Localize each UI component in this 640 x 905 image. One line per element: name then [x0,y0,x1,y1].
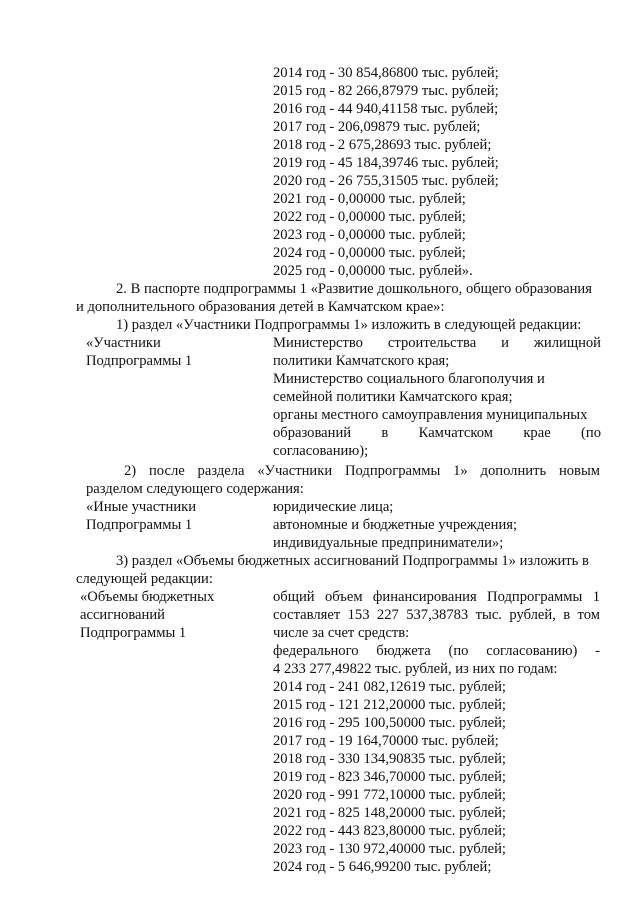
budget-year-line: 2018 год - 330 134,90835 тыс. рублей; [273,751,506,767]
budget-value-line: общий объем финансирования Подпрограммы 1 [273,589,600,605]
other-participants-value-line: юридические лица; [273,499,394,515]
other-participants-label-line2: Подпрограммы 1 [86,517,193,533]
budget-year-line: 2017 год - 19 164,70000 тыс. рублей; [273,733,499,749]
list-item: 2016 год - 44 940,41158 тыс. рублей; [273,101,499,117]
list-item: 2015 год - 82 266,87979 тыс. рублей; [273,83,499,99]
budget-year-line: 2023 год - 130 972,40000 тыс. рублей; [273,841,506,857]
list-item: 2017 год - 206,09879 тыс. рублей; [273,119,481,135]
budget-year-line: 2021 год - 825 148,20000 тыс. рублей; [273,805,506,821]
budget-value-line: федерального бюджета (по согласованию) - [273,643,600,659]
participants-value-line: политики Камчатского края; [273,353,450,369]
list-item: 2019 год - 45 184,39746 тыс. рублей; [273,155,499,171]
participants-label-line1: «Участники [86,335,161,351]
paragraph-item-2-3-line2: следующей редакции: [76,571,213,587]
paragraph-item-2-line1: 2. В паспорте подпрограммы 1 «Развитие дошкольного, общего образования [116,281,592,297]
budget-year-line: 2020 год - 991 772,10000 тыс. рублей; [273,787,506,803]
budget-label-line2: ассигнований [80,607,165,623]
paragraph-item-2-1: 1) раздел «Участники Подпрограммы 1» изложить в следующей редакции: [116,317,582,333]
other-participants-label-line1: «Иные участники [86,499,197,515]
participants-value-line: согласованию); [273,443,369,459]
participants-value-line: органы местного самоуправления муниципальных [273,407,588,423]
budget-label-line1: «Объемы бюджетных [80,589,215,605]
paragraph-item-2-2-line1: 2) после раздела «Участники Подпрограммы 1» дополнить новым [124,463,600,479]
other-participants-value-line: индивидуальные предприниматели»; [273,535,504,551]
paragraph-item-2-line2: и дополнительного образования детей в Камчатском крае»: [76,299,445,315]
paragraph-item-2-3-line1: 3) раздел «Объемы бюджетных ассигнований Подпрограммы 1» изложить в [116,553,589,569]
list-item: 2020 год - 26 755,31505 тыс. рублей; [273,173,499,189]
list-item: 2018 год - 2 675,28693 тыс. рублей; [273,137,492,153]
budget-year-line: 2022 год - 443 823,80000 тыс. рублей; [273,823,506,839]
list-item: 2024 год - 0,00000 тыс. рублей; [273,245,466,261]
budget-value-line: числе за счет средств: [273,625,410,641]
participants-value-line: семейной политики Камчатского края; [273,389,513,405]
budget-year-line: 2015 год - 121 212,20000 тыс. рублей; [273,697,506,713]
participants-value-line: образований в Камчатском крае (по [273,425,601,441]
paragraph-item-2-2-line2: разделом следующего содержания: [86,481,304,497]
list-item: 2021 год - 0,00000 тыс. рублей; [273,191,466,207]
budget-year-line: 2014 год - 241 082,12619 тыс. рублей; [273,679,506,695]
budget-value-line: 4 233 277,49822 тыс. рублей, из них по годам: [273,661,558,677]
budget-year-line: 2024 год - 5 646,99200 тыс. рублей; [273,859,492,875]
budget-year-line: 2016 год - 295 100,50000 тыс. рублей; [273,715,506,731]
list-item: 2023 год - 0,00000 тыс. рублей; [273,227,466,243]
list-item: 2025 год - 0,00000 тыс. рублей». [273,263,473,279]
participants-value-line: Министерство строительства и жилищной [273,335,601,351]
participants-label-line2: Подпрограммы 1 [86,353,193,369]
budget-year-line: 2019 год - 823 346,70000 тыс. рублей; [273,769,506,785]
list-item: 2022 год - 0,00000 тыс. рублей; [273,209,466,225]
budget-value-line: составляет 153 227 537,38783 тыс. рублей, в том [273,607,600,623]
budget-label-line3: Подпрограммы 1 [80,625,187,641]
participants-value-line: Министерство социального благополучия и [273,371,545,387]
list-item: 2014 год - 30 854,86800 тыс. рублей; [273,65,499,81]
other-participants-value-line: автономные и бюджетные учреждения; [273,517,518,533]
